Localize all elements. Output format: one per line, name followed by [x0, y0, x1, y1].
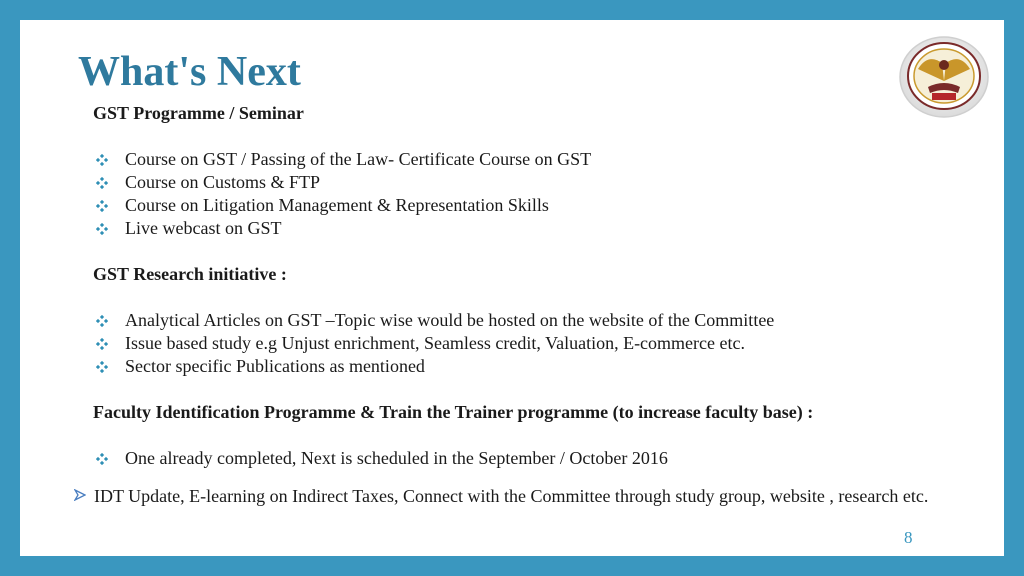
diamond-bullet-icon	[96, 361, 108, 373]
bullet-list	[93, 309, 973, 378]
list-item-text: Sector specific Publications as mentioned	[125, 356, 425, 376]
diamond-bullet-icon	[96, 177, 108, 189]
bullet-list	[93, 447, 973, 470]
diamond-bullet-icon	[96, 154, 108, 166]
list-item	[93, 217, 973, 240]
list-item	[93, 148, 973, 171]
diamond-bullet-icon	[96, 338, 108, 350]
bullet-list	[93, 148, 973, 240]
diamond-bullet-icon	[96, 200, 108, 212]
list-item	[93, 355, 973, 378]
list-item-text: Course on Customs & FTP	[125, 172, 321, 192]
list-item	[93, 194, 973, 217]
list-item-text: Analytical Articles on GST –Topic wise would be hosted on the website of the Committee	[125, 310, 775, 330]
arrow-item-text: IDT Update, E-learning on Indirect Taxes, Connect with the Committee through study group, website , research etc.	[94, 486, 929, 506]
list-item	[93, 447, 973, 470]
list-item	[93, 309, 973, 332]
content-area	[93, 102, 973, 470]
list-item-text: Course on Litigation Management & Representation Skills	[125, 195, 549, 215]
list-item-text: Live webcast on GST	[125, 218, 282, 238]
arrow-bullet-icon	[74, 489, 86, 501]
section-heading: Faculty Identification Programme & Train the Trainer programme (to increase faculty base) :	[93, 402, 814, 422]
list-item-text: One already completed, Next is scheduled in the September / October 2016	[125, 448, 668, 468]
diamond-bullet-icon	[96, 223, 108, 235]
slide-title: What's Next	[78, 49, 301, 95]
list-item	[93, 171, 973, 194]
section-heading: GST Programme / Seminar	[93, 103, 304, 123]
section-heading: GST Research initiative :	[93, 264, 287, 284]
diamond-bullet-icon	[96, 453, 108, 465]
list-item	[93, 332, 973, 355]
list-item-text: Course on GST / Passing of the Law- Certificate Course on GST	[125, 149, 592, 169]
slide	[20, 20, 1004, 556]
diamond-bullet-icon	[96, 315, 108, 327]
arrow-list-item	[72, 484, 994, 508]
page-number: 8	[904, 528, 913, 547]
list-item-text: Issue based study e.g Unjust enrichment, Seamless credit, Valuation, E-commerce etc.	[125, 333, 745, 353]
